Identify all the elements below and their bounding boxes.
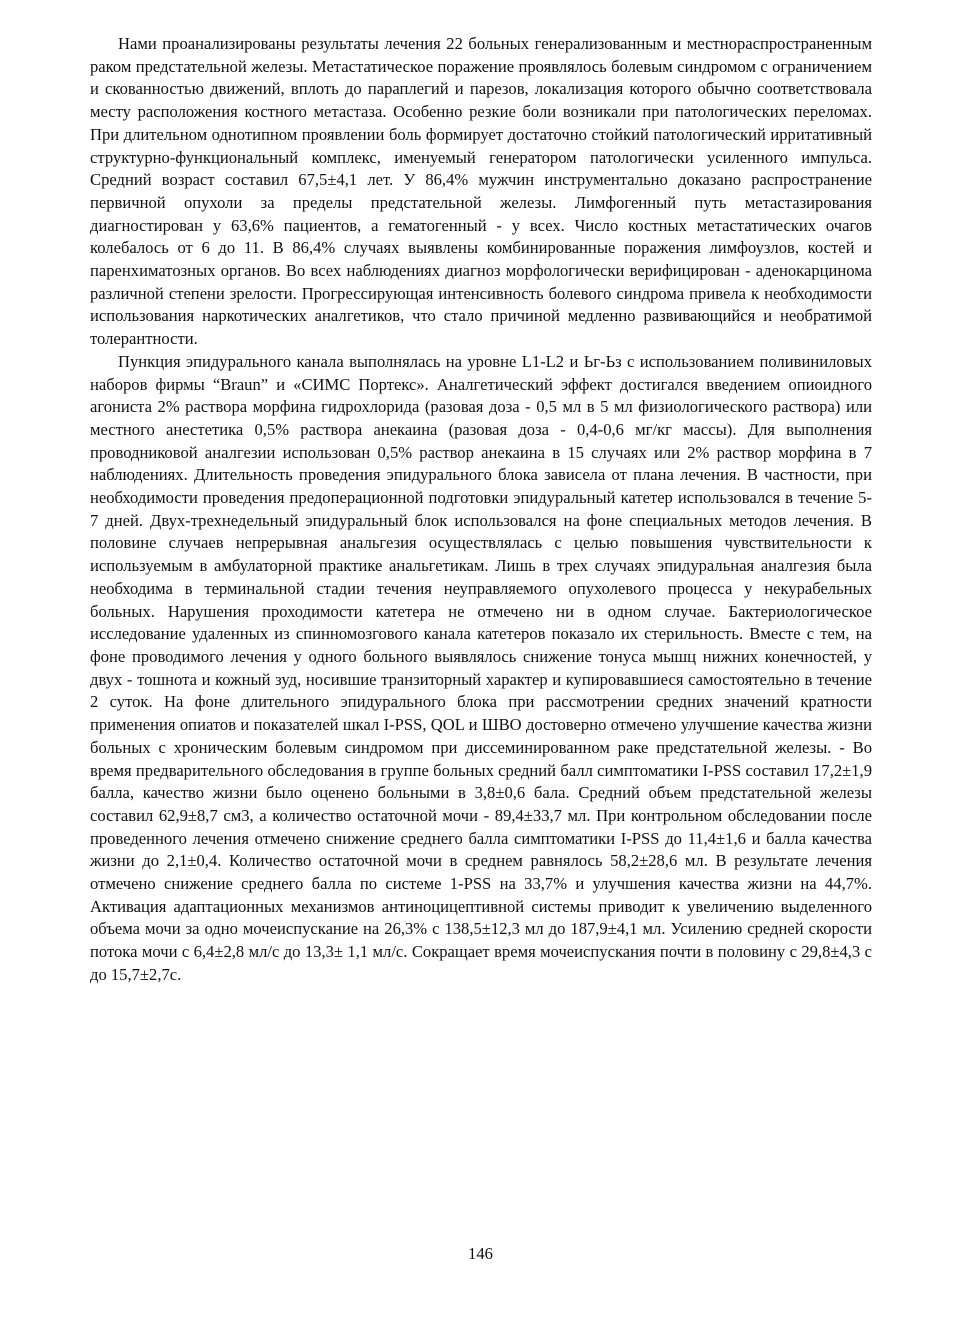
paragraph-study-overview: Нами проанализированы результаты лечения 22 больных генерализованным и местнораспространенным раком предстательной железы. Метастатическое поражение проявлялось болевым синдромом с ограничением и скованностью движений, вплоть до параплегий и парезов, локализация которого обычно соответствовала месту расположения костного метастаза. Особенно резкие боли возникали при патологических переломах. При длительном однотипном проявлении боль формирует достаточно стойкий патологический ирритативный структурно-функциональный комплекс, именуемый генератором патологически усиленного импульса. Средний возраст составил 67,5±4,1 лет. У 86,4% мужчин инструментально доказано распространение первичной опухоли за пределы предстательной железы. Лимфогенный путь метастазирования диагностирован у 63,6% пациентов, а гематогенный - у всех. Число костных метастатических очагов колебалось от 6 до 11. В 86,4% случаях выявлены комбинированные поражения лимфоузлов, костей и паренхиматозных органов. Во всех наблюдениях диагноз морфологически верифицирован - аденокарцинома различной степени зрелости. Прогрессирующая интенсивность болевого синдрома привела к необходимости использования наркотических аналгетиков, что стало причиной медленно развивающийся и необратимой толерантности. [90, 34, 872, 349]
page-number: 146 [468, 1244, 493, 1263]
document-body [90, 33, 872, 987]
paragraph-epidural-procedure: Пункция эпидурального канала выполнялась на уровне L1-L2 и Ьг-Ьз с использованием поливиниловых наборов фирмы “Braun” и «СИМС Портекс». Аналгетический эффект достигался введением опиоидного агониста 2% раствора морфина гидрохлорида (разовая доза - 0,5 мл в 5 мл физиологического раствора) или местного анестетика 0,5% раствора анекаина (разовая доза - 0,4-0,6 мг/кг массы). Для выполнения проводниковой аналгезии использован 0,5% раствор анекаина в 15 случаях или 2% раствор морфина в 7 наблюдениях. Длительность проведения эпидурального блока зависела от плана лечения. В частности, при необходимости проведения предоперационной подготовки эпидуральный катетер использовался в течение 5-7 дней. Двух-трехнедельный эпидуральный блок использовался на фоне специальных методов лечения. В половине случаев непрерывная анальгезия осуществлялась с целью повышения чувствительности к используемым в амбулаторной практике анальгетикам. Лишь в трех случаях эпидуральная аналгезия была необходима в терминальной стадии течения неуправляемого опухолевого процесса у некурабельных больных. Нарушения проходимости катетера не отмечено ни в одном случае. Бактериологическое исследование удаленных из спинномозгового канала катетеров показало их стерильность. Вместе с тем, на фоне проводимого лечения у одного больного выявлялось снижение тонуса мышц нижних конечностей, у двух - тошнота и кожный зуд, носившие транзиторный характер и купировавшиеся самостоятельно в течение 2 суток. На фоне длительного эпидурального блока при рассмотрении средних значений кратности применения опиатов и показателей шкал I-PSS, QOL и ШВО достоверно отмечено улучшение качества жизни больных с хроническим болевым синдромом при диссеминированном раке предстательной железы. - Во время предварительного обследования в группе больных средний балл симптоматики I-PSS составил 17,2±1,9 балла, качество жизни было оценено больными в 3,8±0,6 бала. Средний объем предстательной железы составил 62,9±8,7 см3, а количество остаточной мочи - 89,4±33,7 мл. При контрольном обследовании после проведенного лечения отмечено снижение среднего балла симптоматики I-PSS до 11,4±1,6 и балла качества жизни до 2,1±0,4. Количество остаточной мочи в среднем равнялось 58,2±28,6 мл. В результате лечения отмечено снижение среднего балла по системе 1-PSS на 33,7% и улучшения качества жизни на 44,7%. Активация адаптационных механизмов антиноцицептивной системы приводит к увеличению выделенного объема мочи за одно мочеиспускание на 26,3% с 138,5±12,3 мл до 187,9±4,1 мл. Усилению средней скорости потока мочи с 6,4±2,8 мл/с до 13,3± 1,1 мл/с. Сокращает время мочеиспускания почти в половину с 29,8±4,3 с до 15,7±2,7с. [90, 351, 872, 984]
